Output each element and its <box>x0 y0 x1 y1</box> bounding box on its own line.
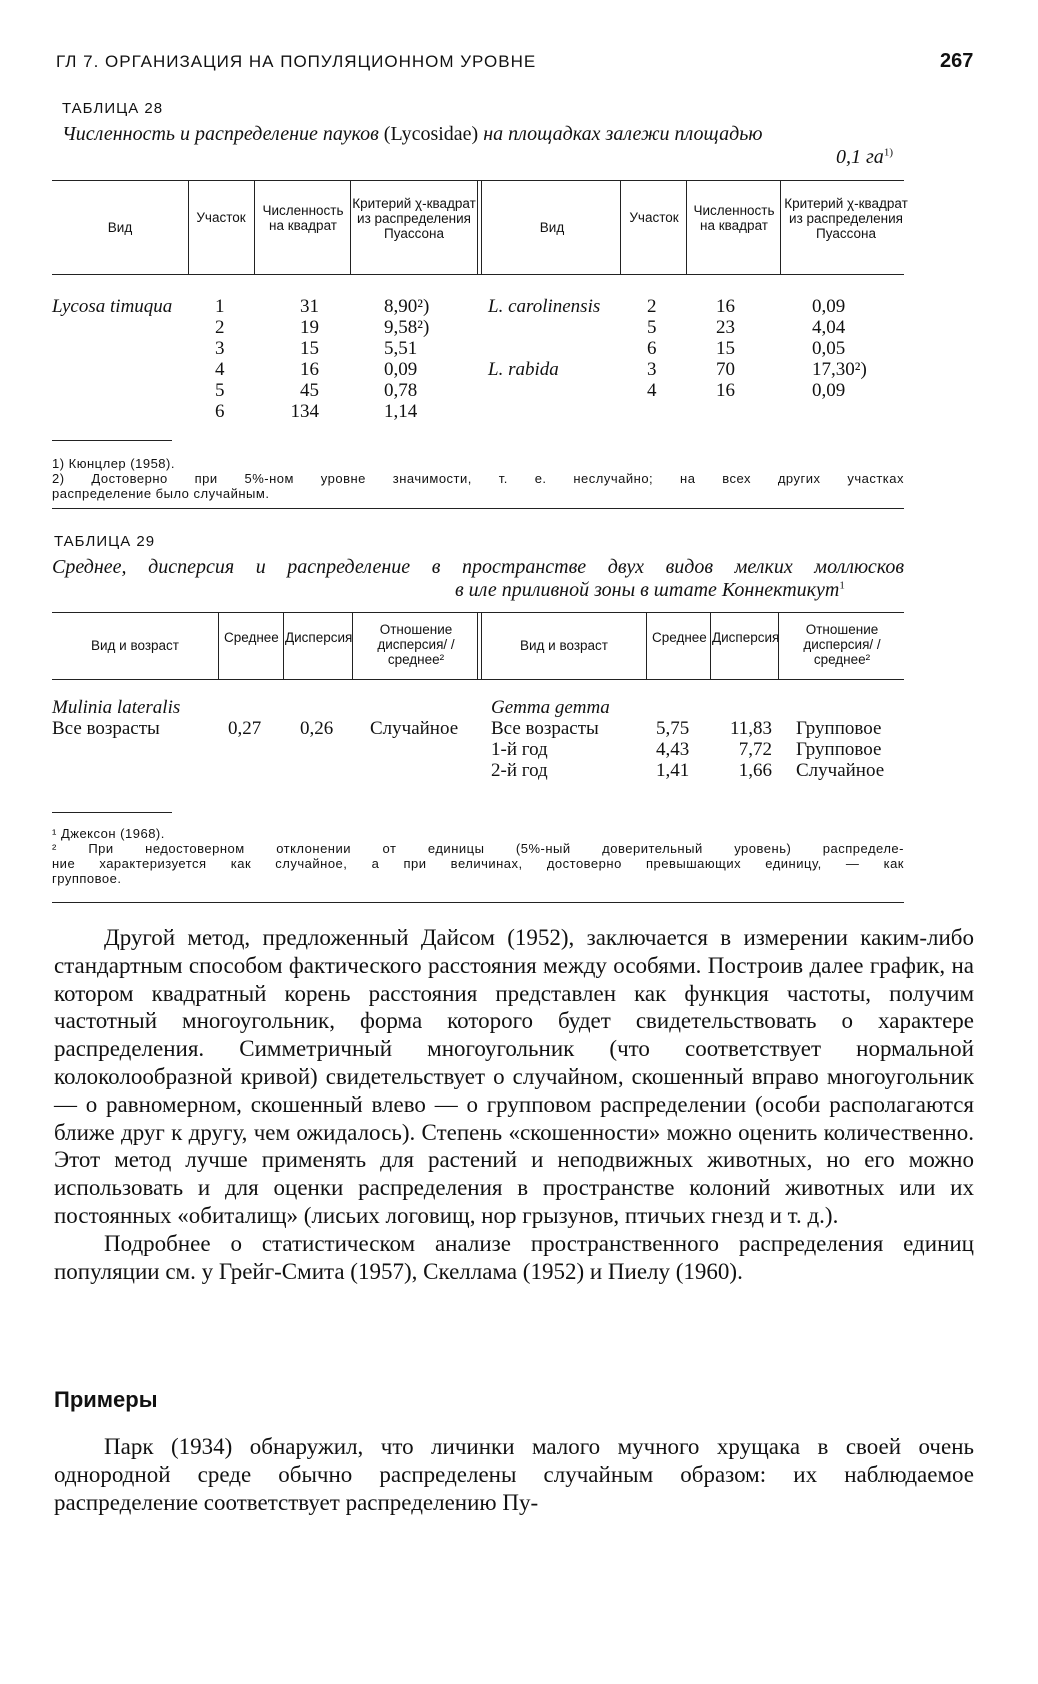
table28-vrule <box>477 181 478 274</box>
paragraph-park-example: Парк (1934) обнаружил, что личинки малого мучного хрущака в своей очень однородной среде обычно распределены случайным образом: их наблюдаемое распределение соответствует распределению Пу- <box>54 1434 974 1515</box>
table29-header-variance: Дисперсия <box>285 630 353 645</box>
table28-header-chi-right: Критерий χ-квадрат из распределения Пуассона <box>784 196 908 241</box>
table28-left-chi: 8,90²) 9,58²) 5,51 0,09 0,78 1,14 <box>384 296 430 422</box>
table28-species-rabida: L. rabida <box>488 359 559 380</box>
table28-header-species: Вид <box>107 220 133 235</box>
table28-footnote-rule <box>52 440 172 441</box>
table28-caption-part-a: Численность и распределение пауков <box>62 123 379 145</box>
table28-vrule <box>620 181 621 274</box>
table28-vrule <box>780 181 781 274</box>
table28-caption-footnote-ref: 1) <box>883 146 893 159</box>
table28-header-rule <box>52 274 904 275</box>
table29-footnote-rule <box>52 812 172 813</box>
table29-header-ratio: Отношение дисперсия/ /среднее² <box>377 622 455 667</box>
table28-caption-line2 <box>836 146 893 169</box>
table28-left-plots: 1 2 3 4 5 6 <box>215 296 225 422</box>
table29-header-variance-right: Дисперсия <box>712 630 780 645</box>
table28-footnote-2-line2: распределение было случайным. <box>52 486 270 501</box>
table29-footnote-2-line3: групповое. <box>52 871 122 886</box>
table29-top-rule <box>52 612 904 613</box>
table28-bottom-rule <box>52 508 904 509</box>
paragraph-further-reading: Подробнее о статистическом анализе пространственного распределения единиц популяции см. у Грейг-Смита (1957), Скеллама (1952) и Пиелу (1960). <box>54 1230 974 1284</box>
table29-species-mulinia: Mulinia lateralis <box>52 697 181 718</box>
table28-label: ТАБЛИЦА 28 <box>62 100 164 117</box>
table29-left-variance: 0,26 <box>300 718 334 739</box>
table29-label: ТАБЛИЦА 29 <box>54 533 156 550</box>
paragraph-dice-method: Другой метод, предложенный Дайсом (1952), заключается в измерении каким-либо стандартным способом фактического расстояния между особями. Построив далее график, на котором квадратный корень расстояния представлен как функция частоты, получим частотный многоугольник, форма которого будет свидетельствовать о характере распределения. Симметричный многоугольник (что соответствует нормальной колоколообразной кривой) свидетельствует о случайном, скошенный вправо многоугольник — о равномерном, скошенный влево — о групповом распределении (особи располагаются ближе друг к другу, чем ожидалось). Степень «скошенности» можно оценить количественно. Этот метод лучше применять для растений и неподвижных животных, но его можно использовать и для оценки распределения в пространстве колоний животных или их постоянных «обиталищ» (лисьих логовищ, нор грызунов, птичьих гнезд и т. д.). <box>54 925 974 1228</box>
table29-bottom-rule <box>52 902 904 903</box>
table29-header-rule <box>52 679 904 680</box>
table28-right-counts: 16 23 15 70 16 <box>716 296 735 401</box>
table29-right-ratios: Групповое Групповое Случайное <box>796 718 885 781</box>
table28-caption-part-c: на площадках залежи площадью <box>483 123 763 145</box>
table28-right-chi: 0,09 4,04 0,05 17,30²) 0,09 <box>812 296 867 401</box>
table28-vrule <box>188 181 189 274</box>
table28-header-count: Численность на квадрат <box>262 203 344 233</box>
table29-caption-line1: Среднее, дисперсия и распределение в пространстве двух видов мелких моллюсков <box>52 556 904 578</box>
table29-header-mean: Среднее <box>224 630 279 645</box>
table29-vrule <box>710 613 711 679</box>
table29-header-ratio-right: Отношение дисперсия/ /среднее² <box>803 622 881 667</box>
table29-right-ages: Все возрасты 1-й год 2-й год <box>491 718 599 781</box>
running-header: ГЛ 7. ОРГАНИЗАЦИЯ НА ПОПУЛЯЦИОННОМ УРОВНЕ <box>56 52 537 71</box>
table28-header-chi: Критерий χ-квадрат из распределения Пуассона <box>352 196 476 241</box>
table28-footnote-1: 1) Кюнцлер (1958). <box>52 456 175 471</box>
table28-header-species-right: Вид <box>539 220 565 235</box>
body-text-block <box>54 924 974 1285</box>
table28-left-counts: 31 19 15 16 45 134 <box>290 296 319 422</box>
table28-species-lycosa: Lycosa timuqua <box>52 296 173 317</box>
table29-caption-footnote-ref: 1 <box>839 579 845 592</box>
table29-vrule <box>646 613 647 679</box>
table28-vrule <box>686 181 687 274</box>
table29-header-mean-right: Среднее <box>652 630 707 645</box>
table28-caption-area: 0,1 га <box>836 146 884 168</box>
table29-vrule <box>778 613 779 679</box>
table28-caption-line1 <box>62 123 762 146</box>
table28-header-count-right: Численность на квадрат <box>693 203 775 233</box>
table29-caption-text: в иле приливной зоны в штате Коннектикут <box>455 579 840 601</box>
table29-footnote-2-line2: ние характеризуется как случайное, а при величинах, достоверно превышающих единицу, — как <box>52 856 904 871</box>
table29-left-age: Все возрасты <box>52 718 160 739</box>
table29-right-variances: 11,83 7,72 1,66 <box>729 718 772 781</box>
table29-left-ratio: Случайное <box>370 718 459 739</box>
table29-right-means: 5,75 4,43 1,41 <box>656 718 690 781</box>
table29-vrule <box>481 613 482 679</box>
table28-header-plot: Участок <box>196 210 246 225</box>
table29-vrule <box>352 613 353 679</box>
table29-left-mean: 0,27 <box>228 718 262 739</box>
section-heading-examples: Примеры <box>54 1387 158 1412</box>
table28-caption-family: (Lycosidae) <box>383 123 479 145</box>
table28-vrule <box>254 181 255 274</box>
table28-right-plots: 2 5 6 3 4 <box>647 296 657 401</box>
table28-header-plot-right: Участок <box>629 210 679 225</box>
table29-vrule <box>218 613 219 679</box>
table29-vrule <box>283 613 284 679</box>
table29-header-species-age: Вид и возраст <box>91 638 179 653</box>
table29-footnote-1: ¹ Джексон (1968). <box>52 826 165 841</box>
table29-caption-line2 <box>455 579 845 602</box>
page-number: 267 <box>940 50 974 72</box>
table28-top-rule <box>52 180 904 181</box>
table28-footnote-2-line1: 2) Достоверно при 5%-ном уровне значимости, т. е. неслучайно; на всех других участках <box>52 471 904 486</box>
table29-header-species-age-right: Вид и возраст <box>520 638 608 653</box>
table29-footnote-2-line1: ² При недостоверном отклонении от единицы (5%-ный доверительный уровень) распределе- <box>52 841 904 856</box>
body-text-examples <box>54 1433 974 1516</box>
table28-species-carolinensis: L. carolinensis <box>488 296 601 317</box>
table29-vrule <box>477 613 478 679</box>
table28-vrule <box>481 181 482 274</box>
table28-vrule <box>350 181 351 274</box>
table29-species-gemma: Gemma gemma <box>491 697 610 718</box>
